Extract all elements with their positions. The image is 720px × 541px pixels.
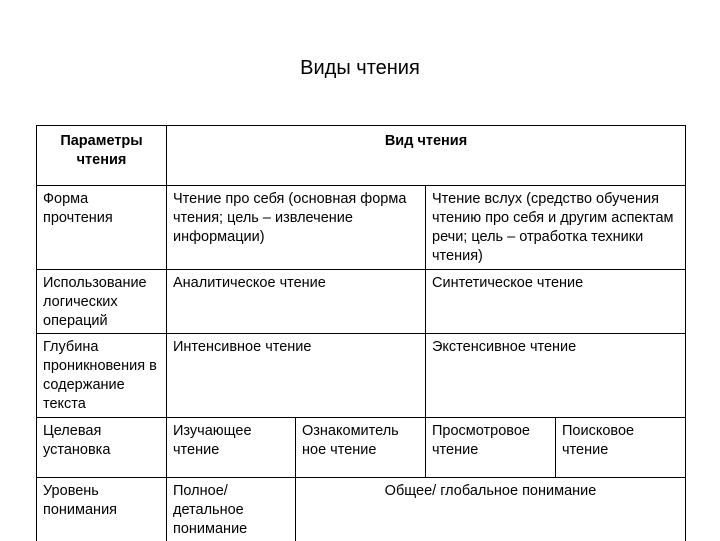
- table-row: [37, 270, 686, 334]
- table-row: [37, 186, 686, 270]
- row-left-cell: Интенсивное чтение: [167, 334, 426, 418]
- row-param: Использование логических операций: [37, 270, 167, 334]
- row-cell-3: Просмотровое чтение: [426, 418, 556, 478]
- row-left-cell: Полное/ детальное понимание: [167, 478, 296, 541]
- row-param: Целевая установка: [37, 418, 167, 478]
- table-header-row: [37, 126, 686, 186]
- table-row: [37, 478, 686, 541]
- row-cell-4: Поисковое чтение: [556, 418, 686, 478]
- header-params: Параметры чтения: [37, 126, 167, 186]
- row-param: Глубина проникновения в содержание текста: [37, 334, 167, 418]
- row-right-cell: Синтетическое чтение: [426, 270, 686, 334]
- reading-types-table: [36, 125, 686, 541]
- header-kind: Вид чтения: [167, 126, 686, 186]
- row-right-cell: Общее/ глобальное понимание: [296, 478, 686, 541]
- table-row: [37, 418, 686, 478]
- row-param: Уровень понимания: [37, 478, 167, 541]
- row-cell-2: Ознакомитель ное чтение: [296, 418, 426, 478]
- row-left-cell: Чтение про себя (основная форма чтения; цель – извлечение информации): [167, 186, 426, 270]
- row-cell-1: Изучающее чтение: [167, 418, 296, 478]
- row-left-cell: Аналитическое чтение: [167, 270, 426, 334]
- row-right-cell: Экстенсивное чтение: [426, 334, 686, 418]
- table-row: [37, 334, 686, 418]
- row-param: Форма прочтения: [37, 186, 167, 270]
- page-title: Виды чтения: [300, 57, 420, 79]
- row-right-cell: Чтение вслух (средство обучения чтению про себя и другим аспектам речи; цель – отработка техники чтения): [426, 186, 686, 270]
